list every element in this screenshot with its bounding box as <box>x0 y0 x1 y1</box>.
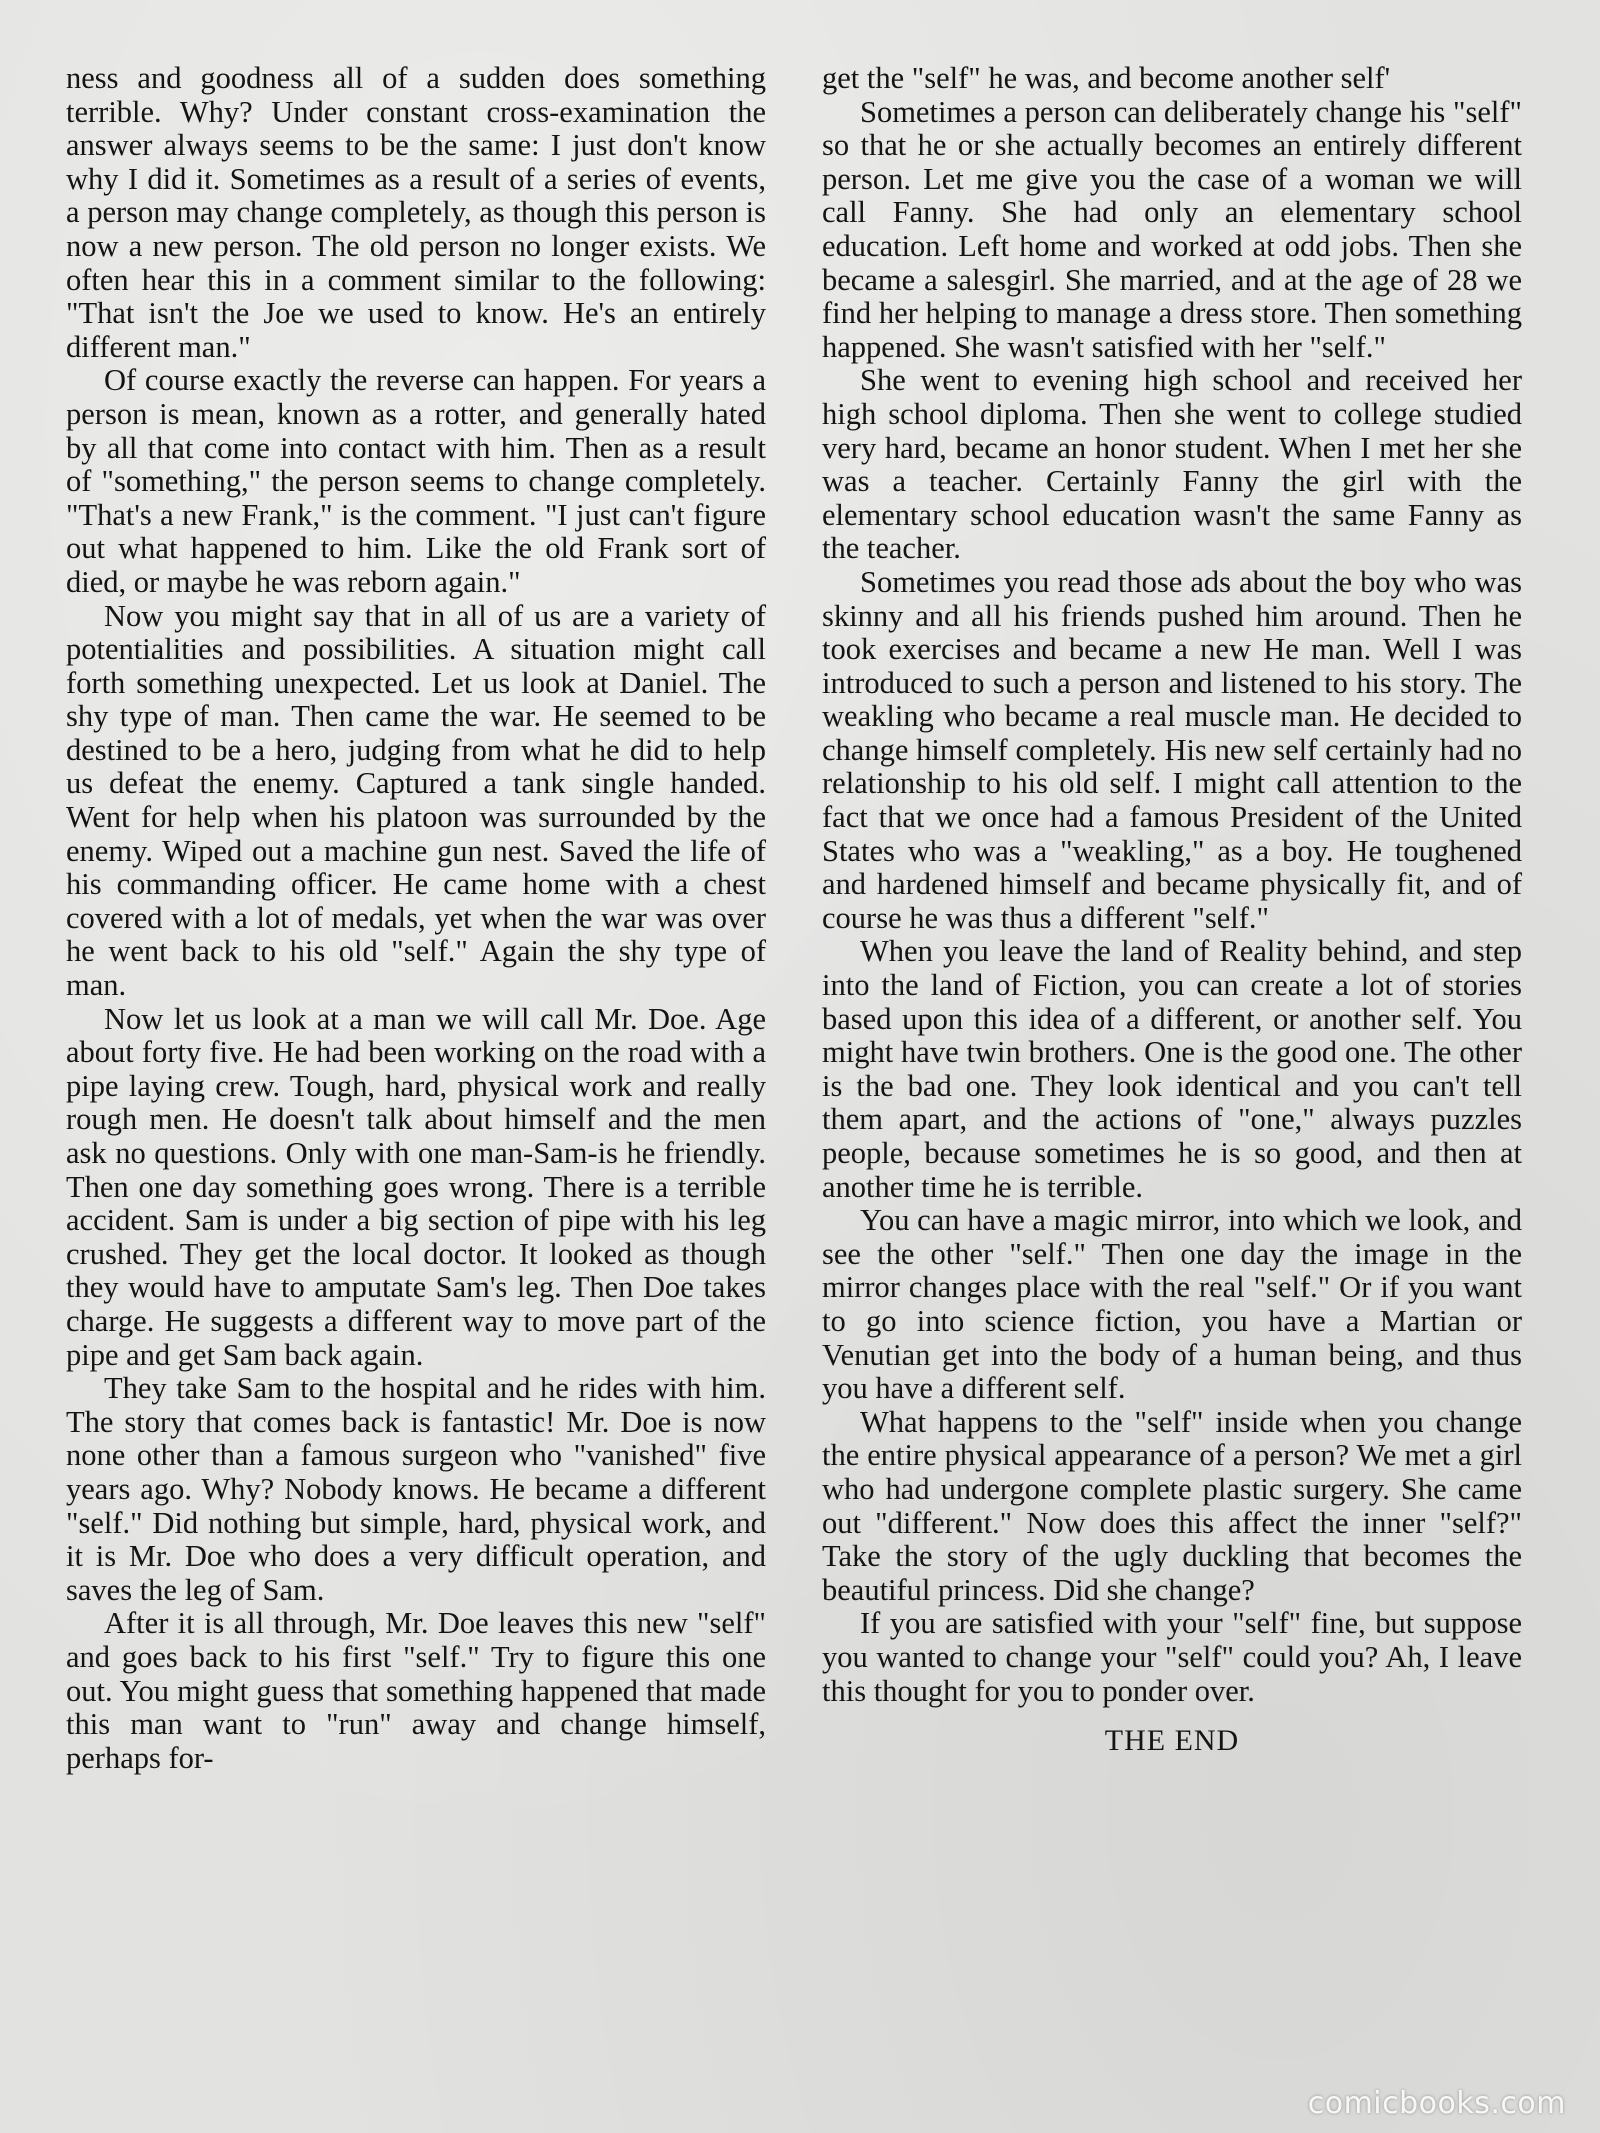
paragraph: Of course exactly the reverse can happen. For years a person is mean, known as a rotter, and generally hated by all that come into contact with him. Then as a result of "something," the person seems to change completely. "That's a new Frank," is the comment. "I just can't figure out what happened to him. Like the old Frank sort of died, or maybe he was reborn again." <box>66 363 766 599</box>
watermark: comicbooks.com <box>1307 2086 1566 2121</box>
paragraph: If you are satisfied with your "self" fine, but suppose you wanted to change your "self" could you? Ah, I leave this thought for you to ponder over. <box>822 1606 1522 1708</box>
paragraph: What happens to the "self" inside when you change the entire physical appearance of a person? We met a girl who had undergone complete plastic surgery. She came out "different." Now does this affect the inner "self?" Take the story of the ugly duckling that becomes the beautiful princess. Did she change? <box>822 1404 1522 1607</box>
paragraph: You can have a magic mirror, into which we look, and see the other "self." Then one day the image in the mirror changes place with the real "self." Or if you want to go into science fiction, you have a Martian or Venutian get into the body of a human being, and thus you have a different self. <box>822 1203 1522 1406</box>
paragraph: They take Sam to the hospital and he rides with him. The story that comes back is fantastic! Mr. Doe is now none other than a famous surgeon who "vanished" five years ago. Why? Nobody knows. He became a different "self." Did nothing but simple, hard, physical work, and it is Mr. Doe who does a very difficult operation, and saves the leg of Sam. <box>66 1371 766 1607</box>
paragraph: After it is all through, Mr. Doe leaves this new "self" and goes back to his first "self." Try to figure this one out. You might guess that something happened that made this man want to "run" away and change himself, perhaps for- <box>66 1606 766 1775</box>
text-column-right <box>822 62 1522 1758</box>
text-column-left <box>66 62 766 1775</box>
paragraph: Now let us look at a man we will call Mr. Doe. Age about forty five. He had been working on the road with a pipe laying crew. Tough, hard, physical work and really rough men. He doesn't talk about himself and the men ask no questions. Only with one man-Sam-is he friendly. Then one day something goes wrong. There is a terrible accident. Sam is under a big section of pipe with his leg crushed. They get the local doctor. It looked as though they would have to amputate Sam's leg. Then Doe takes charge. He suggests a different way to move part of the pipe and get Sam back again. <box>66 1001 766 1372</box>
paragraph: When you leave the land of Reality behind, and step into the land of Fiction, you can create a lot of stories based upon this idea of a different, or another self. You might have twin brothers. One is the good one. The other is the bad one. They look identical and you can't tell them apart, and the actions of "one," always puzzles people, because sometimes he is so good, and then at another time he is terrible. <box>822 934 1522 1204</box>
the-end-label: THE END <box>1104 1724 1240 1758</box>
paragraph: She went to evening high school and received her high school diploma. Then she went to college studied very hard, became an honor student. When I met her she was a teacher. Certainly Fanny the girl with the elementary school education wasn't the same Fanny as the teacher. <box>822 363 1522 566</box>
paragraph: Now you might say that in all of us are a variety of potentialities and possibilities. A situation might call forth something unexpected. Let us look at Daniel. The shy type of man. Then came the war. He seemed to be destined to be a hero, judging from what he did to help us defeat the enemy. Captured a tank single handed. Went for help when his platoon was surrounded by the enemy. Wiped out a machine gun nest. Saved the life of his commanding officer. He came home with a chest covered with a lot of medals, yet when the war was over he went back to his old "self." Again the shy type of man. <box>66 598 766 1003</box>
paragraph: Sometimes you read those ads about the boy who was skinny and all his friends pushed him around. Then he took exercises and became a new He man. Well I was introduced to such a person and listened to his story. The weakling who became a real muscle man. He decided to change himself completely. His new self certainly had no relationship to his old self. I might call attention to the fact that we once had a famous President of the United States who was a "weakling," as a boy. He toughened and hardened himself and became physically fit, and of course he was thus a different "self." <box>822 564 1522 935</box>
paragraph: Sometimes a person can deliberately change his "self" so that he or she actually becomes an entirely different person. Let me give you the case of a woman we will call Fanny. She had only an elementary school education. Left home and worked at odd jobs. Then she became a salesgirl. She married, and at the age of 28 we find her helping to manage a dress store. Then something happened. She wasn't satisfied with her "self." <box>822 94 1522 364</box>
paragraph: ness and goodness all of a sudden does something terrible. Why? Under constant cross-examination the answer always seems to be the same: I just don't know why I did it. Sometimes as a result of a series of events, a person may change completely, as though this person is now a new person. The old person no longer exists. We often hear this in a comment similar to the following: "That isn't the Joe we used to know. He's an entirely different man." <box>66 61 766 364</box>
paragraph: get the "self" he was, and become another self' <box>822 61 1391 95</box>
